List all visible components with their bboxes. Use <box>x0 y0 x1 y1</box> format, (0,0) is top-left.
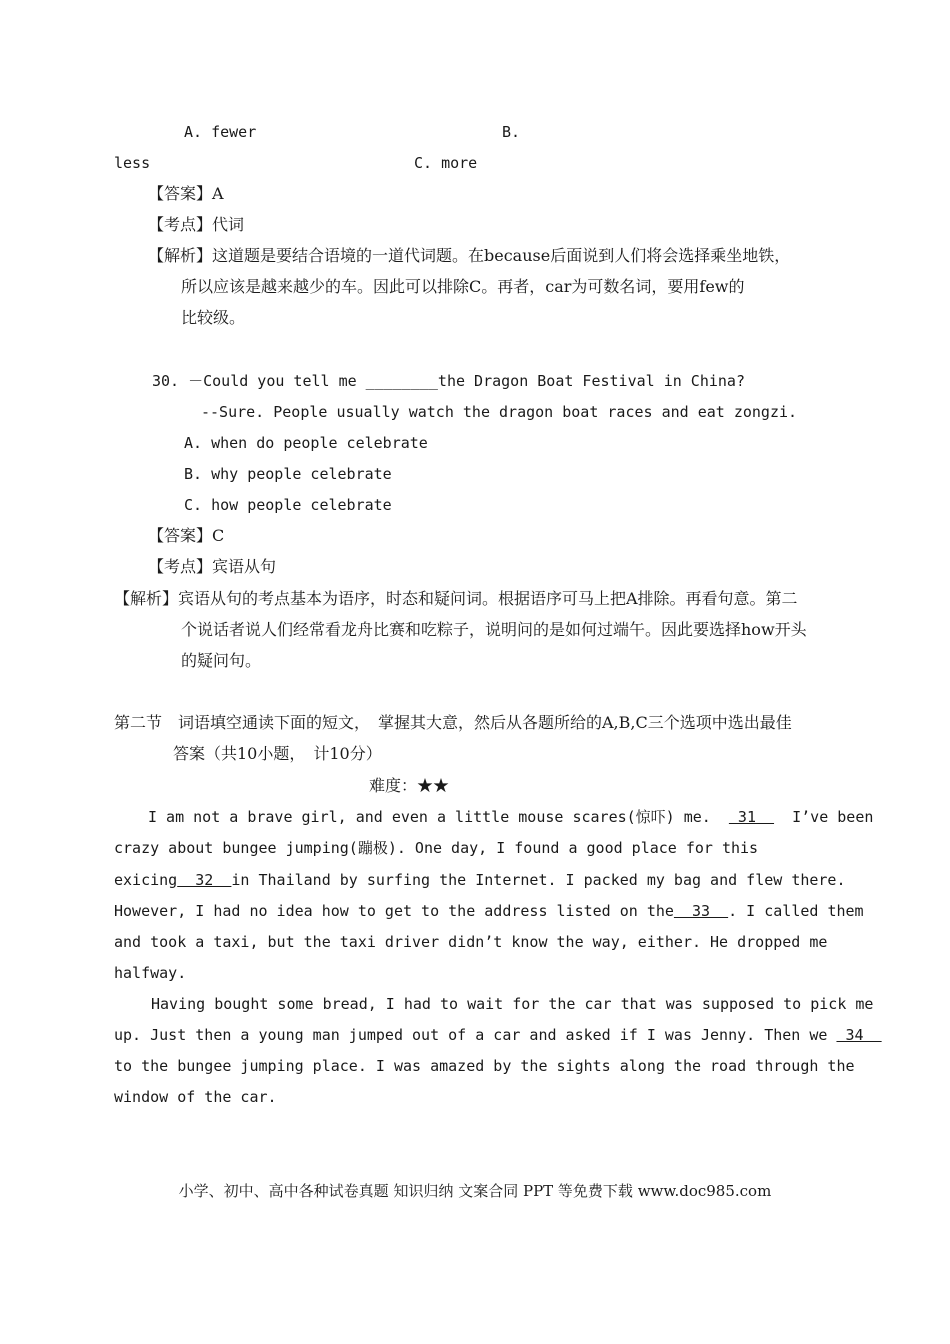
q30-answer: 【答案】C <box>148 526 225 545</box>
blank-32: 32 <box>177 871 232 889</box>
passage-line-10: window of the car. <box>114 1088 277 1106</box>
q30-option-a: A. when do people celebrate <box>184 434 428 452</box>
passage-text: up. Just then a young man jumped out of a car and asked if I was Jenny. Then we <box>114 1026 837 1044</box>
q29-option-b-word: less <box>114 154 151 172</box>
passage-line-1 <box>148 807 873 827</box>
q30-stem: 30. －Could you tell me ________the Dragon Boat Festival in China? <box>152 372 745 390</box>
q29-option-a: A. fewer <box>184 123 257 141</box>
difficulty-rating: 难度：★★ <box>369 776 450 795</box>
q30-analysis-line3: 的疑问句。 <box>181 651 262 670</box>
q29-analysis-line1: 【解析】这道题是要结合语境的一道代词题。在because后面说到人们将会选择乘坐地铁， <box>148 246 791 265</box>
passage-line-2: crazy about bungee jumping(蹦极). One day, I found a good place for this <box>114 839 759 857</box>
passage-text: in Thailand by surfing the Internet. I packed my bag and flew there. <box>231 871 846 889</box>
section-heading-line1: 第二节 词语填空通读下面的短文， 掌握其大意，然后从各题所给的A,B,C三个选项中选出最佳 <box>114 713 792 732</box>
q30-analysis-line2: 个说话者说人们经常看龙舟比赛和吃粽子，说明问的是如何过端午。因此要选择how开头 <box>181 620 807 639</box>
q29-analysis-line2: 所以应该是越来越少的车。因此可以排除C。再者，car为可数名词，要用few的 <box>181 277 745 296</box>
passage-line-7: Having bought some bread, I had to wait for the car that was supposed to pick me <box>151 995 874 1013</box>
passage-text: However, I had no idea how to get to the address listed on the <box>114 902 674 920</box>
blank-31: 31 <box>728 808 775 826</box>
passage-line-3 <box>114 870 846 890</box>
q29-option-c: C. more <box>414 154 478 172</box>
passage-line-6: halfway. <box>114 964 187 982</box>
q30-option-c: C. how people celebrate <box>184 496 392 514</box>
q30-analysis-line1: 【解析】宾语从句的考点基本为语序，时态和疑问词。根据语序可马上把A排除。再看句意。第二 <box>114 589 798 608</box>
passage-text: . I called them <box>728 902 864 920</box>
passage-text: I am not a brave girl, and even a little mouse scares(惊吓) me. <box>148 808 729 826</box>
blank-34: 34 <box>836 1026 882 1044</box>
q29-option-b-label: B. <box>502 123 521 141</box>
page-footer: 小学、初中、高中各种试卷真题 知识归纳 文案合同 PPT 等免费下载 www.doc985.com <box>178 1182 772 1200</box>
q30-option-b: B. why people celebrate <box>184 465 392 483</box>
passage-line-4 <box>114 901 864 921</box>
blank-33: 33 <box>673 902 729 920</box>
section-heading-line2: 答案（共10小题， 计10分） <box>173 744 382 763</box>
q30-reply: --Sure. People usually watch the dragon boat races and eat zongzi. <box>201 403 798 421</box>
passage-line-5: and took a taxi, but the taxi driver didn’t know the way, either. He dropped me <box>114 933 828 951</box>
passage-text: exicing <box>114 871 178 889</box>
q29-analysis-line3: 比较级。 <box>181 308 246 327</box>
passage-line-8 <box>114 1025 882 1045</box>
q30-point: 【考点】宾语从句 <box>148 557 277 576</box>
passage-line-9: to the bungee jumping place. I was amazed by the sights along the road through the <box>114 1057 855 1075</box>
q29-answer: 【答案】A <box>148 184 224 203</box>
passage-text: I’ve been <box>774 808 874 826</box>
q29-point: 【考点】代词 <box>148 215 245 234</box>
